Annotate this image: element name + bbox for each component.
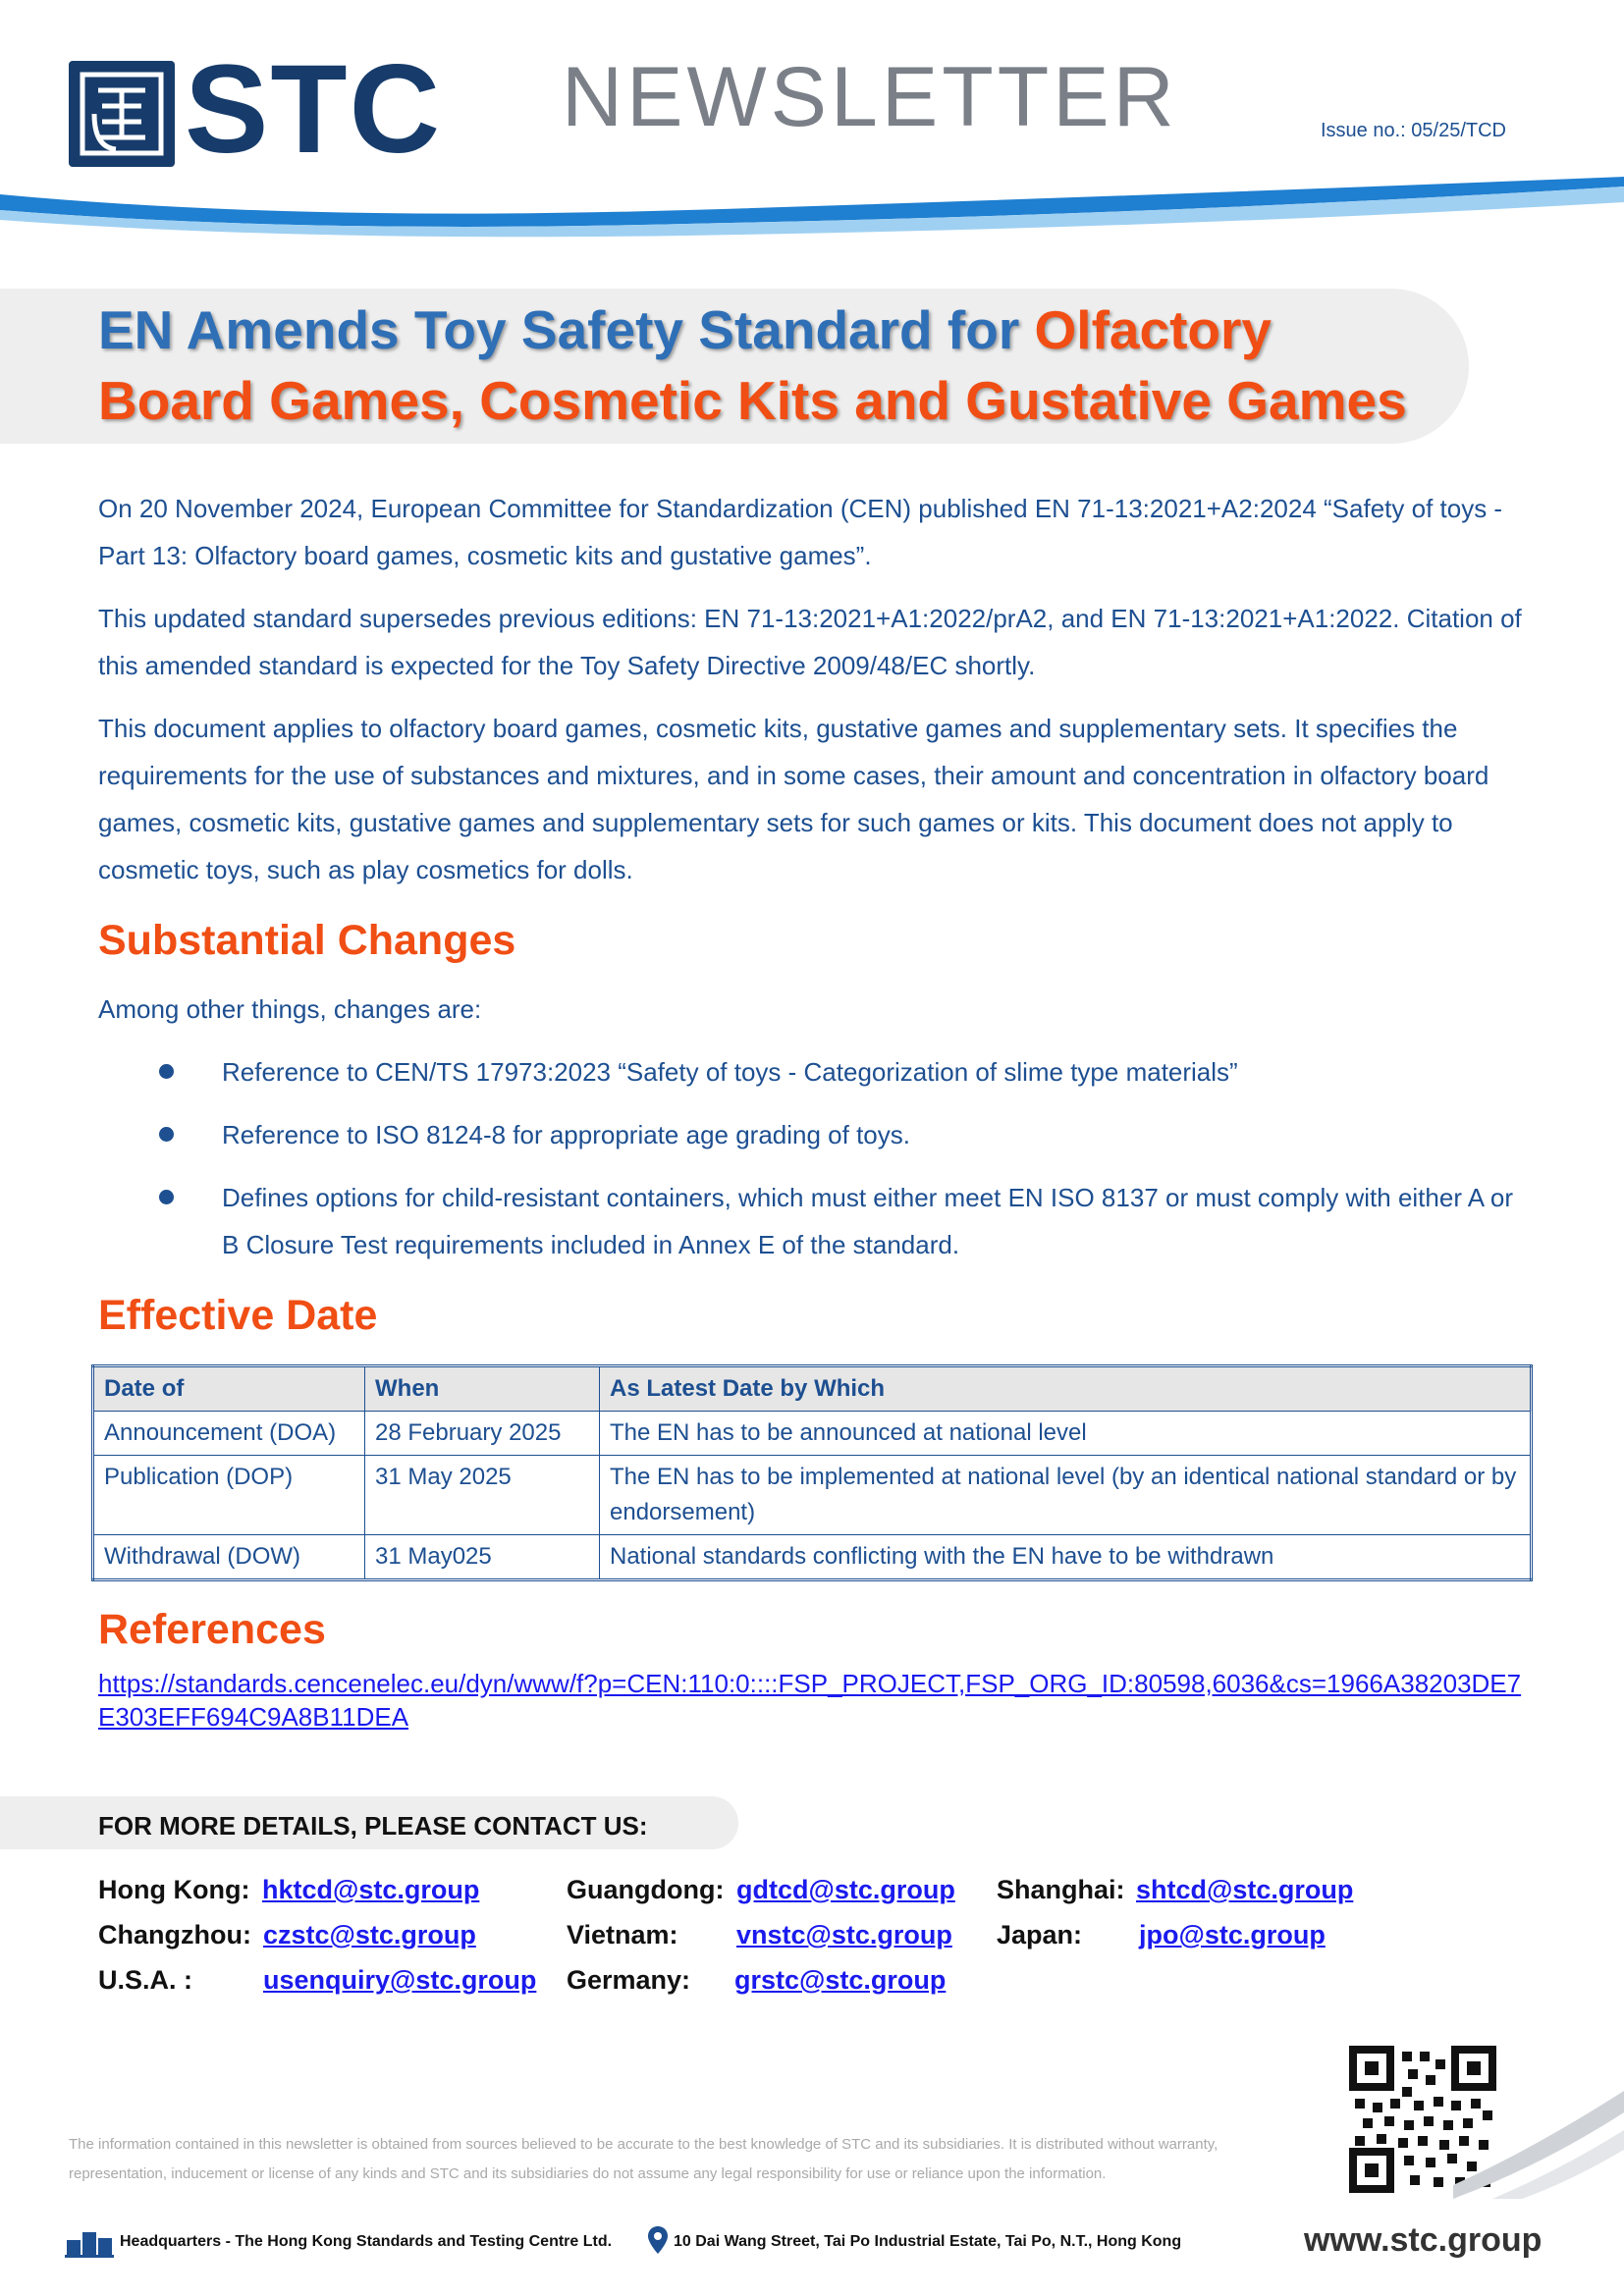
newsletter-title: NEWSLETTER — [562, 50, 1178, 144]
header-swoosh-decoration — [0, 177, 1624, 255]
disclaimer-text: The information contained in this newsletter is obtained from sources believed to be accurate to the best knowledge of STC and its subsidiaries. It is distributed without warranty, representation, inducement or license of any kinds and STC and its subsidiaries do not assume any legal responsibility for use or reliance upon the information. — [69, 2136, 1218, 2182]
footer-swoosh-decoration — [1453, 2091, 1624, 2199]
changes-intro: Among other things, changes are: — [98, 994, 482, 1024]
table-cell: 31 May 2025 — [365, 1456, 600, 1535]
table-row — [93, 1412, 1532, 1456]
contact-label-germany: Germany: — [567, 1965, 691, 1995]
substantial-changes-heading: Substantial Changes — [98, 917, 516, 964]
title-part-red-1: Olfactory — [1034, 299, 1272, 360]
table-row — [93, 1456, 1532, 1535]
contact-label-changzhou: Changzhou: — [98, 1920, 251, 1949]
effective-date-heading: Effective Date — [98, 1292, 378, 1339]
logo-wordmark: STC — [185, 39, 442, 180]
email-link-shanghai[interactable]: shtcd@stc.group — [1136, 1875, 1354, 1904]
title-part-blue: EN Amends Toy Safety Standard for — [98, 299, 1035, 360]
contact-label-hong-kong: Hong Kong: — [98, 1875, 250, 1904]
bullet-text: Defines options for child-resistant containers, which must either meet EN ISO 8137 or must comply with either A or B Closure Test requirements included in Annex E of the standard. — [222, 1183, 1514, 1259]
column-header: When — [365, 1366, 600, 1412]
contact-heading: FOR MORE DETAILS, PLEASE CONTACT US: — [98, 1811, 648, 1841]
table-cell: 28 February 2025 — [365, 1412, 600, 1456]
table-row — [93, 1535, 1532, 1580]
email-link-guangdong[interactable]: gdtcd@stc.group — [736, 1875, 955, 1904]
address-text: 10 Dai Wang Street, Tai Po Industrial Estate, Tai Po, N.T., Hong Kong — [674, 2233, 1182, 2250]
supersedes-paragraph: This updated standard supersedes previous editions: EN 71-13:2021+A1:2022/prA2, and EN 71-13:2021+A1:2022. Citation of this amended standard is expected for the Toy Safety Directive 2009/48/EC shortly. — [98, 604, 1522, 680]
issue-number: Issue no.: 05/25/TCD — [1321, 120, 1506, 141]
reference-link[interactable]: https://standards.cencenelec.eu/dyn/www/f?p=CEN:110:0::::FSP_PROJECT,FSP_ORG_ID:80598,6036&cs=1966A38203DE7E303EFF694C9A8B11DEA — [98, 1669, 1522, 1732]
table-cell: The EN has to be implemented at national level (by an identical national standard or by endorsement) — [600, 1456, 1532, 1535]
references-heading: References — [98, 1606, 326, 1653]
table-cell: Publication (DOP) — [93, 1456, 365, 1535]
email-link-vietnam[interactable]: vnstc@stc.group — [736, 1920, 952, 1949]
contact-label-usa: U.S.A. : — [98, 1965, 193, 1995]
page-title — [98, 294, 1473, 436]
website-link[interactable]: www.stc.group — [1304, 2221, 1543, 2259]
bullet-text: Reference to ISO 8124-8 for appropriate age grading of toys. — [222, 1120, 910, 1149]
table-header-row — [93, 1366, 1532, 1412]
title-part-red-2: Board Games, Cosmetic Kits and Gustative Games — [98, 370, 1407, 431]
building-icon — [65, 2228, 114, 2258]
bullet-icon — [159, 1127, 174, 1142]
email-link-hong-kong[interactable]: hktcd@stc.group — [262, 1875, 480, 1904]
location-pin-icon — [648, 2226, 668, 2254]
email-link-japan[interactable]: jpo@stc.group — [1139, 1920, 1326, 1949]
stc-logo — [69, 39, 461, 180]
table-cell: 31 May025 — [365, 1535, 600, 1580]
email-link-changzhou[interactable]: czstc@stc.group — [263, 1920, 476, 1949]
contact-label-guangdong: Guangdong: — [567, 1875, 725, 1904]
table-cell: National standards conflicting with the EN have to be withdrawn — [600, 1535, 1532, 1580]
contact-label-vietnam: Vietnam: — [567, 1920, 678, 1949]
bullet-text: Reference to CEN/TS 17973:2023 “Safety of toys - Categorization of slime type materials” — [222, 1057, 1238, 1087]
column-header: Date of — [93, 1366, 365, 1412]
effective-date-table — [91, 1364, 1533, 1581]
bullet-icon — [159, 1190, 174, 1204]
table-cell: Withdrawal (DOW) — [93, 1535, 365, 1580]
headquarters-text: Headquarters - The Hong Kong Standards and Testing Centre Ltd. — [120, 2233, 613, 2250]
column-header: As Latest Date by Which — [600, 1366, 1532, 1412]
table-cell: Announcement (DOA) — [93, 1412, 365, 1456]
bullet-icon — [159, 1064, 174, 1079]
table-cell: The EN has to be announced at national level — [600, 1412, 1532, 1456]
scope-paragraph: This document applies to olfactory board games, cosmetic kits, gustative games and supplementary sets. It specifies the requirements for the use of substances and mixtures, and in some cases, their amount and concentration in olfactory board games, cosmetic kits, gustative games and supplementary sets for such games or kits. This document does not apply to cosmetic toys, such as play cosmetics for dolls. — [98, 714, 1489, 884]
stc-logo-mark-icon — [69, 61, 175, 167]
contact-label-shanghai: Shanghai: — [997, 1875, 1125, 1904]
email-link-germany[interactable]: grstc@stc.group — [734, 1965, 947, 1995]
contact-label-japan: Japan: — [997, 1920, 1083, 1949]
email-link-usa[interactable]: usenquiry@stc.group — [263, 1965, 537, 1995]
intro-paragraph: On 20 November 2024, European Committee for Standardization (CEN) published EN 71-13:2021+A2:2024 “Safety of toys - Part 13: Olfactory board games, cosmetic kits and gustative games”. — [98, 494, 1503, 570]
